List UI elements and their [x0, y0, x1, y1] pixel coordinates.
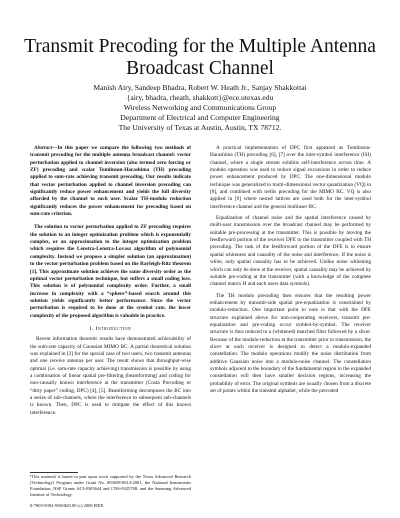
- author-university: The University of Texas at Austin, Austin, TX 78712.: [118, 123, 282, 132]
- footnote-divider: [30, 472, 78, 473]
- right-paragraph-3: The TH modulo precoding then ensures that the resulting power enhancement by transmit-side spatial pre-equalization is constrained by modulo-reduction. One important point to note is that with the DFE structure explained above for non-cooperating receivers, transmit pre-equalization and pre-coding occur symbol-by-symbol. The receiver structure is thus reduced to a (whitened) matched filter followed by a slicer. Because of the modulo-reduction at the transmitter prior to transmission, the slicer at each receiver is designed to detect a modulo-expanded constellation. The modulo operations modify the noise distribution from additive Gaussian noise into a modulo-noise channel. The constellation symbols adjacent to the boundary of the fundamental region in the expanded constellation will then have smaller decision regions, increasing the probability of error. The original symbols are usually chosen from a discrete set of points within the transmit alphabet, while the precoded: [210, 292, 371, 394]
- abstract-paragraph-1: [30, 145, 191, 218]
- left-column: [30, 145, 191, 417]
- introduction-paragraph-1: Recent information theoretic results have demonstrated achievability of the sum-rate capacity of Gaussian MIMO BC. A partial theoretical solution was explained in [3] for the special case of two users, two transmit antennas and one receive antenna per user. The result shows that throughput-wise optimal (i.e. sum-rate capacity achieving) transmission is possible by using a combination of linear spatial pre-filtering (beamforming) and coding for non-causally known interference at the transmitter (Costa Precoding or “dirty paper” coding, DPC) [4], [5]. Beamforming decomposes the BC into a series of sub-channels, where the interference to subsequent sub-channels is known. Then, DPC is used to mitigate the effect of this known interference.: [30, 336, 191, 416]
- right-paragraph-1: A practical implementation of DPC first appeared as Tomlinson-Harashima (TH) precoding [6], [7] over the inter-symbol interference (ISI) channel, where a single stream exhibits self-interference across time. A modulo operation was used to reduce signal excursions in order to reduce power enhancement produced by DPC. The one-dimensional modulo technique was generalized to multi-dimensional vector quantization (VQ) in [8], and combined with trellis precoding for the MIMO BC. VQ is also applied in [9] where nested lattices are used both for the inter-symbol interference channel and the general multiuser BC.: [210, 145, 371, 210]
- author-emails: {airy, bhadra, rheath, shakkott}@ece.utexas.edu: [126, 93, 274, 102]
- author-group: Wireless Networking and Communications Group: [123, 103, 277, 112]
- title-line-1: Transmit Precoding for the Multiple Antenna: [24, 36, 376, 57]
- footnote: ¹This material is based in part upon work supported by the Texas Advanced Research (Technology) Program under Grant No. 003658-0614-2001, the National Instruments Foundation, NSF Grants ACI-0305644 and CNS-0325788, and the Samsung Advanced Institute of Technology.: [30, 474, 191, 497]
- section-heading-introduction: I. Introduction: [89, 325, 132, 332]
- author-department: Department of Electrical and Computer Engineering: [120, 113, 280, 122]
- author-block: [30, 83, 370, 133]
- author-names: Manish Airy, Sandeep Bhadra, Robert W. Heath Jr., Sanjay Shakkottai: [93, 83, 307, 92]
- abstract-paragraph-2: The solution to vector perturbation applied to ZF precoding requires the solution to an integer optimization problem which is exponentially complex, or an approximation to the integer optimization problem which requires the Lenstra-Lenstra-Lovasz algorithm of polynomial complexity. Instead we propose a simpler solution (an approximation) to the vector perturbation problem based on the Rayleigh-Ritz theorem [1]. This approximate solution achieves the same diversity order as the optimal vector perturbation technique, but suffers a small coding loss. This solution is of polynomial complexity order. Further, a small increase in complexity with a “sphere”-based search around this solution yields significantly better performance. Since the vector perturbation is required to be done at the symbol rate, the lower complexity of the proposed algorithm is valuable in practice.: [30, 224, 191, 319]
- right-paragraph-2: Equalization of channel noise and the spatial interference caused by multi-user transmission over the broadcast channel may be performed by suitable pre-processing at the transmitter. This is possible by moving the feedforward portion of the receiver DFE to the transmitter coupled with TH precoding. The task of the feedforward portion of the DFE is to ensure spatial whiteness and causality of the noise and interference. If the noise is white, only spatial causality has to be achieved. Unlike noise whitening which can only be done at the receiver, spatial causality may be achieved by suitable pre-coding at the transmitter (with a knowledge of the complete channel matrix H and each users data symbols).: [210, 215, 371, 288]
- copyright-footer: 0-7803-9392-9/06/$20.00 (c) 2006 IEEE: [30, 503, 104, 508]
- title-line-2: Broadcast Channel: [126, 58, 274, 79]
- abstract-label: Abstract—: [34, 145, 58, 151]
- abstract-text-1: In this paper we compare the following two methods of transmit precoding for the multiple antenna broadcast channel: vector perturbation applied to channel inversion (also termed zero forcing or ZF) precoding and scalar Tomlinson-Harashima (TH) precoding applied to sum-rate achieving transmit precoding. Our results indicate that vector perturbation applied to channel inversion precoding can significantly reduce power enhancement and yields the full diversity afforded by the channel to each user. Scalar TH-modulo reduction significantly reduces the power enhancement for precoding based on sum-rate criterion.: [30, 145, 191, 218]
- right-column: [210, 145, 371, 395]
- paper-title: [20, 36, 380, 80]
